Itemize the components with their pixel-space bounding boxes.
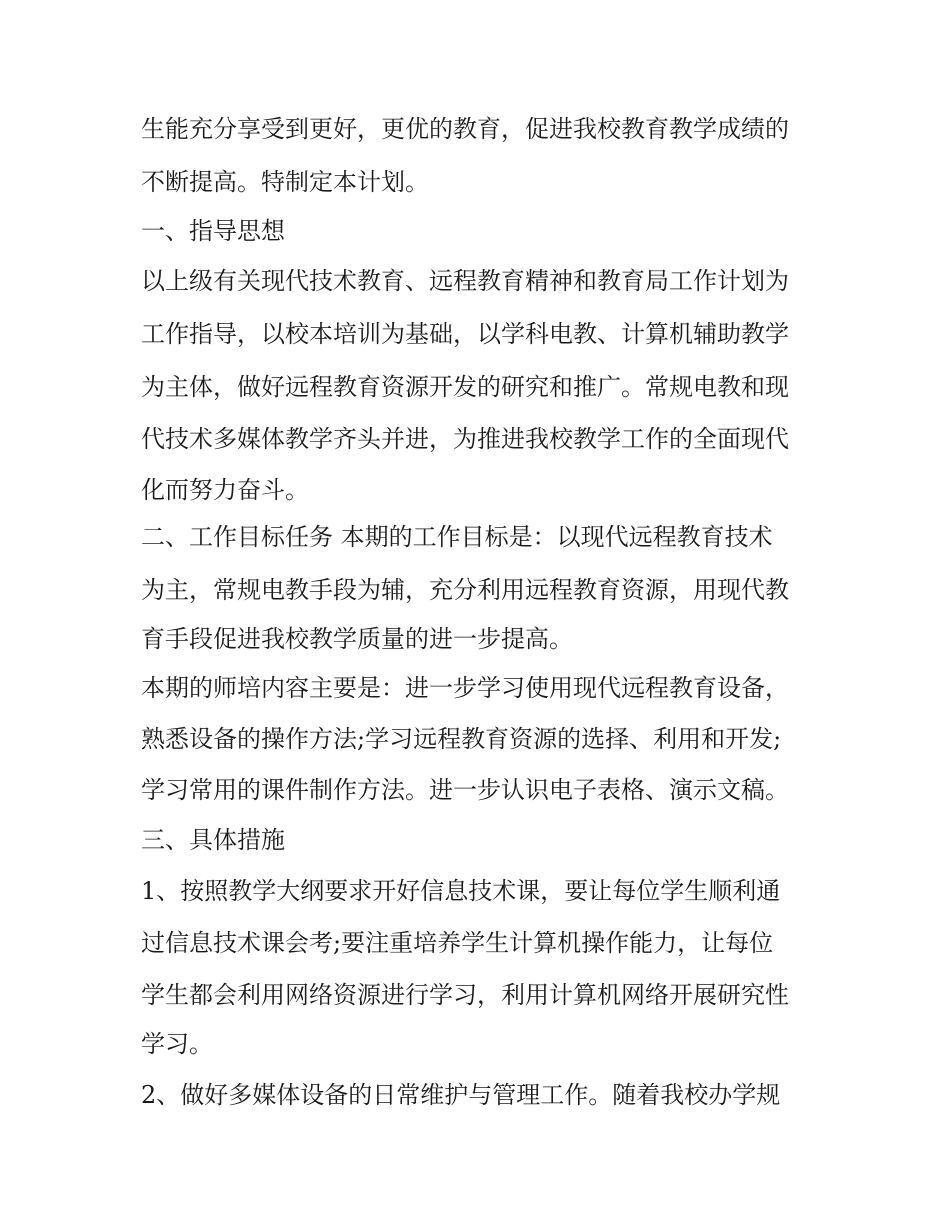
list-item-line: 学习。 xyxy=(141,1030,213,1058)
paragraph-line: 代技术多媒体教学齐头并进，为推进我校教学工作的全面现代 xyxy=(141,425,789,453)
paragraph-line: 生能充分享受到更好，更优的教育，促进我校教育教学成绩的 xyxy=(141,115,789,143)
list-item-line: 2、做好多媒体设备的日常维护与管理工作。随着我校办学规 xyxy=(141,1081,781,1109)
paragraph-line: 不断提高。特制定本计划。 xyxy=(141,168,429,196)
section-heading: 二、工作目标任务 本期的工作目标是：以现代远程教育技术 xyxy=(141,523,773,551)
list-item-line: 学生都会利用网络资源进行学习，利用计算机网络开展研究性 xyxy=(141,981,789,1009)
paragraph-line: 熟悉设备的操作方法;学习远程教育资源的选择、利用和开发; xyxy=(141,725,782,753)
list-item-line: 过信息技术课会考;要注重培养学生计算机操作能力，让每位 xyxy=(141,929,774,957)
paragraph-line: 为主，常规电教手段为辅，充分利用远程教育资源，用现代教 xyxy=(141,576,789,604)
paragraph-line: 本期的师培内容主要是：进一步学习使用现代远程教育设备， xyxy=(141,674,789,702)
section-heading: 三、具体措施 xyxy=(141,826,285,854)
paragraph-line: 以上级有关现代技术教育、远程教育精神和教育局工作计划为 xyxy=(141,267,789,295)
list-item-line: 1、按照教学大纲要求开好信息技术课，要让每位学生顺利通 xyxy=(141,877,781,905)
section-heading: 一、指导思想 xyxy=(141,217,285,245)
paragraph-line: 育手段促进我校教学质量的进一步提高。 xyxy=(141,625,573,653)
paragraph-line: 学习常用的课件制作方法。进一步认识电子表格、演示文稿。 xyxy=(141,776,789,804)
paragraph-line: 工作指导，以校本培训为基础，以学科电教、计算机辅助教学 xyxy=(141,320,789,348)
paragraph-line: 化而努力奋斗。 xyxy=(141,476,309,504)
paragraph-line: 为主体，做好远程教育资源开发的研究和推广。常规电教和现 xyxy=(141,373,789,401)
